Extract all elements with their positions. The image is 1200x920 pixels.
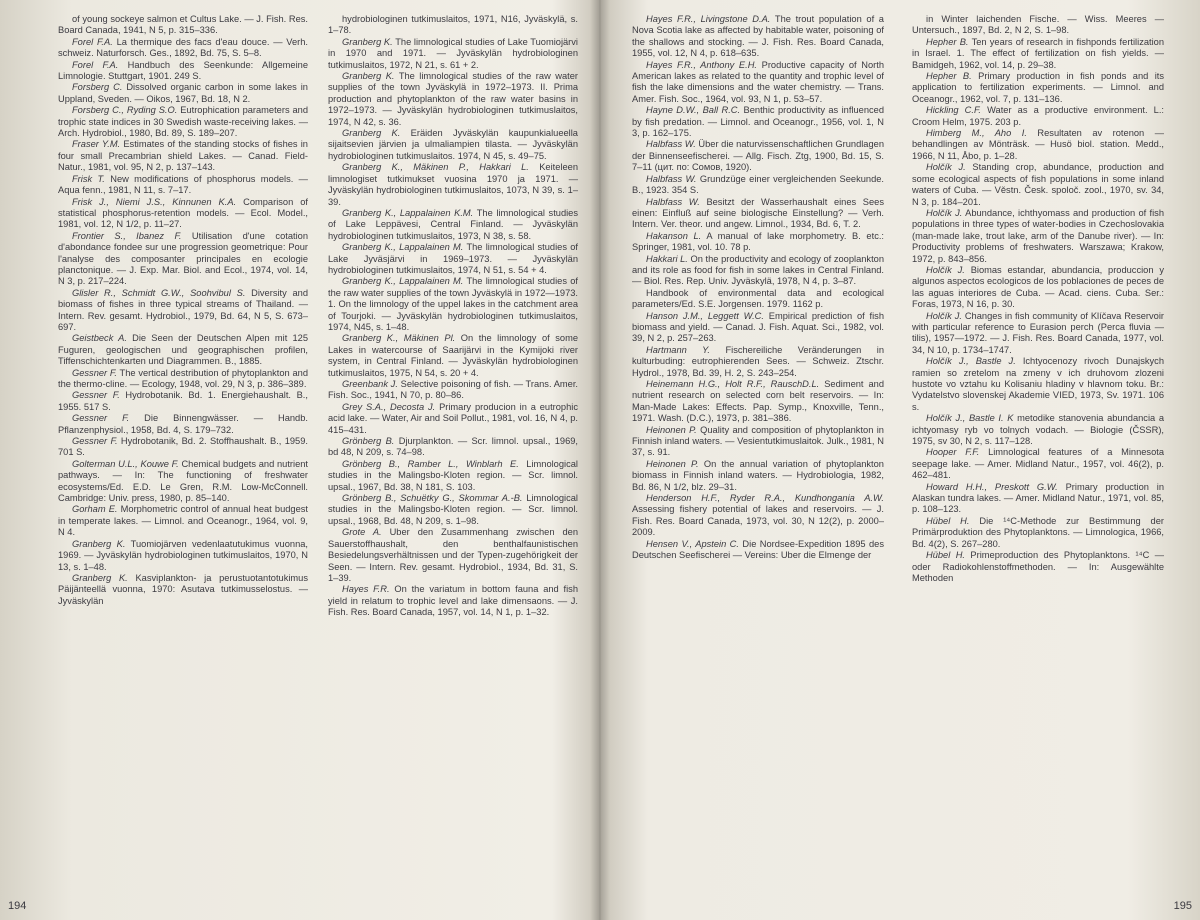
bibliography-entry: [58, 82, 308, 105]
entry-text: Tuomiojärven vedenlaatutukimus vuonna, 1969. — Jyväskylän hydrobiologinen tutkimuslaitos, 1970, N 13, s. 1–48.: [58, 538, 308, 572]
bibliography-entry: [58, 413, 308, 436]
entry-text: Besitzt der Wasserhaushalt eines Sees einen: Einfluß auf seine biologische Einstellung? — Verh. Intern. Ver. theor. und angew. Limnol., 1934, Bd. 6, T. 2.: [632, 196, 884, 230]
entry-text: Limnological studies in the Malingsbo-Kloten region. — Scr. limnol. upsal., 1968, Bd. 48, N 209, s. 1–98.: [328, 493, 578, 526]
entry-text: metodike stanovenia abundancia a ichtyomasy ryb vo tolnych vodach. — Biologie (ČSSR), 1975, sv 30, N 2, s. 117–128.: [912, 413, 1164, 447]
entry-text: Eräiden Jyväskylän kaupunkialueella sijaitsevien järvien ja ulmaliampien tilasta. — Jyväskylän hydrobiologinen tutkimuslaitos. 1974, N 45, s. 49–75.: [328, 128, 578, 161]
entry-text: La thermique des facs d'eau douce. — Verh. schweiz. Naturforsch. Ges., 1892, Bd. 75, S. 5–8.: [58, 36, 308, 59]
entry-author: Forsberg C., Ryding S.O.: [72, 105, 178, 116]
entry-author: Granberg K.: [342, 71, 395, 82]
left-page-column-1: [58, 14, 308, 894]
left-page-column-2: [328, 14, 578, 894]
left-page: [0, 0, 598, 920]
entry-text: Djurplankton. — Scr. limnol. upsal., 1969, bd 48, N 209, s. 74–98.: [328, 436, 578, 458]
entry-text: Hydrobotanik, Bd. 2. Stoffhaushalt. B., 1959. 701 S.: [58, 436, 308, 458]
bibliography-entry: [58, 573, 308, 607]
bibliography-entry: [58, 174, 308, 197]
entry-author: Granberg K., Mäkinen P., Hakkari L.: [342, 162, 529, 173]
bibliography-entry: [632, 174, 884, 197]
bibliography-entry: [632, 288, 884, 311]
bibliography-entry: [328, 527, 578, 584]
entry-text: Über die naturvissenschaftlichen Grundlagen der Binnenseefischerei. — Allg. Fisch. Ztg, 1900, Bd. 15, S. 7–11 (цит. по: Сомов, 1920).: [632, 139, 884, 173]
book-gutter-shadow: [590, 0, 610, 920]
bibliography-entry: [328, 402, 578, 436]
entry-author: Grote A.: [342, 527, 382, 538]
bibliography-entry: [632, 311, 884, 345]
entry-author: Forel F.A.: [72, 59, 119, 70]
entry-author: Hanson J.M., Leggett W.C.: [646, 310, 764, 321]
entry-text: Eutrophication parameters and trophic state indices in 30 Swedish waste-receiving lakes. — Arch. Hydrobiol., 1980, Bd. 89, S. 189–207.: [58, 105, 308, 139]
entry-text: Quality and composition of phytoplankton in Finnish inland waters. — Vesientutkimuslaitok. Julk., 1981, N 37, s. 91.: [632, 424, 884, 458]
entry-author: Hooper F.F.: [926, 447, 980, 458]
entry-author: Frisk J., Niemi J.S., Kinnunen K.A.: [72, 196, 237, 207]
entry-author: Forsberg C.: [72, 82, 123, 93]
entry-author: Halbfass W.: [646, 173, 697, 184]
entry-author: Holčík J.: [926, 207, 963, 218]
entry-author: Hayes F.R., Livingstone D.A.: [646, 14, 771, 24]
entry-author: Granberg K.: [342, 128, 401, 139]
entry-text: Changes in fish community of Klíčava Reservoir with particular reference to Eurasion perch (Perca fluvia — tilis), 1957—1972. — J. Fish. Res. Board Canada, 1977, vol. 34, N 10, p. 1734–1747.: [912, 310, 1164, 355]
entry-text: On the limnology of some Lakes in watercourse of Saarijärvi in the Kymijoki river system, in Central Finland. — Jyväskylän hydrobiologinen tutkimuslaitos, 1975, N 54, s. 20 + 4.: [328, 333, 578, 378]
entry-author: Granberg K.: [342, 36, 393, 47]
entry-text: The limnological studies of the raw water supplies of the town Jyväskylä in 1972–1973. II. Prima production and phytoplankton of the raw water basins in 1972–1973. — Jyväskylän hydrobiologinen tutkimuslaitos, 1974, N 42, s. 36.: [328, 71, 578, 127]
entry-text: Diversity and biomass of fishes in three typical streams of Thailand. — Intern. Rev. gesamt. Hydrobiol., 1979, Bd. 64, N 5, S. 673–697.: [58, 287, 308, 332]
bibliography-entry: [58, 197, 308, 231]
entry-text: The trout population of a Nova Scotia lake as affected by habitable water, poisoning of the shallows and stocking. — J. Fish. Res. Board Canada, 1955, vol. 12, N 4, p. 618–635.: [632, 14, 884, 59]
entry-text: Uber den Zusammenhang zwischen den Sauerstoffhaushalt, den benthalfaunistischen Besiedelungsverhältnissen und der Typen-zugehörigkeit der Seen. — Intern. Rev. gesamt. Hydrobiol., 1934, Bd. 31, S. 1–39.: [328, 527, 578, 583]
bibliography-entry: [912, 37, 1164, 71]
bibliography-entry: [632, 197, 884, 231]
left-page-number: 194: [8, 900, 27, 912]
entry-author: Hayes F.R.: [342, 584, 390, 595]
bibliography-entry: [328, 162, 578, 208]
entry-author: Granberg K.: [72, 538, 126, 549]
bibliography-entry: [58, 459, 308, 505]
bibliography-entry: [632, 231, 884, 254]
bibliography-entry: [328, 459, 578, 493]
entry-author: Grönberg B., Schuëtky G., Skommar A.-B.: [342, 493, 523, 504]
entry-author: Granberg K., Lappalainen M.: [342, 276, 464, 287]
entry-author: Granberg K., Mäkinen Pl.: [342, 333, 456, 344]
bibliography-entry: [328, 436, 578, 459]
entry-author: Holčík J., Bastle J.: [926, 356, 1016, 367]
entry-author: Frontier S., Ibanez F.: [72, 230, 182, 241]
bibliography-entry: [632, 539, 884, 562]
bibliography-entry: [912, 482, 1164, 516]
entry-author: Hepher B.: [926, 36, 969, 47]
left-page-columns: [58, 14, 578, 894]
bibliography-entry: [632, 459, 884, 493]
entry-text: Utilisation d'une cotation d'abondance fondee sur une progression geometrique: Pour l'analyse des composanter principales en ecologie planctonique. — J. Exp. Mar. Biol. and Ecol., 1974, vol. 14, N 3, p. 217–224.: [58, 230, 308, 287]
entry-author: Geistbeck A.: [72, 333, 127, 344]
entry-author: Gessner F.: [72, 390, 120, 401]
bibliography-entry: [328, 128, 578, 162]
entry-author: Hakanson L.: [646, 230, 702, 241]
entry-author: Henderson H.F., Ryder R.A., Kundhongania A.W.: [646, 493, 884, 504]
bibliography-entry: [328, 14, 578, 37]
entry-text: Estimates of the standing stocks of fishes in four small Precambrian shield Lakes. — Canad. Field-Natur., 1981, vol. 95, N 2, p. 137–143.: [58, 139, 308, 173]
entry-author: Heinonen P.: [646, 424, 697, 435]
entry-author: Hickling C.F.: [926, 105, 982, 116]
bibliography-entry: [58, 504, 308, 538]
entry-author: Granberg K., Lappalainen K.M.: [342, 207, 474, 218]
bibliography-entry: [912, 356, 1164, 413]
right-page-column-1: [632, 14, 884, 894]
entry-text: Assessing fishery potential of lakes and reservoirs. — J. Fish. Res. Board Canada, 1973, vol. 30, N 12(2), p. 2000–2009.: [632, 504, 884, 538]
bibliography-entry: [912, 208, 1164, 265]
entry-text: The limnological studies of Lake Jyväsjärvi in 1969–1973. — Jyväskylän hydrobiologinen tutkimuslaitos, 1974, N 51, s. 54 + 4.: [328, 242, 578, 275]
right-page-columns: [632, 14, 1164, 894]
entry-author: Golterman U.L., Kouwe F.: [72, 458, 179, 469]
entry-text: Primary producion in a eutrophic acid lake. — Water, Air and Soil Pollut., 1981, vol. 16, N 4, p. 415–431.: [328, 401, 578, 435]
bibliography-entry: [58, 231, 308, 288]
entry-author: Himberg M., Aho I.: [926, 128, 1027, 139]
entry-text: On the variatum in bottom fauna and fish yield in relatum to trophic level and lake dimensaons. — J. Fish. Res. Board Canada, 1957, vol. 14, N 1, p. 1–32.: [328, 584, 578, 618]
entry-author: Hartmann Y.: [646, 344, 711, 355]
entry-text: A manual of lake morphometry. B. etc.: Springer, 1981, vol. 10. 78 p.: [632, 230, 884, 253]
bibliography-entry: [632, 379, 884, 425]
entry-text: Limnological features of a Minnesota seepage lake. — Amer. Midland Natur., 1957, vol. 46(2), p. 462–481.: [912, 447, 1164, 481]
bibliography-entry: [328, 379, 578, 402]
entry-author: Fraser Y.M.: [72, 139, 121, 150]
bibliography-entry: [328, 71, 578, 128]
entry-text: Die ¹⁴C-Methode zur Bestimmung der Primärproduktion des Phytoplanktons. — Limnologica, 1966, Bd. 4(2), S. 267–280.: [912, 515, 1164, 549]
entry-text: Grundzüge einer vergleichenden Seekunde. B., 1923. 354 S.: [632, 173, 884, 196]
entry-text: Handbuch des Seenkunde: Allgemeine Limnologie. Stuttgart, 1901. 249 S.: [58, 59, 308, 82]
entry-text: Ichtyocenozy rivoch Dunajskych ramien so zretelom na zmeny v ich druhovom zlozeni hustote vo vztahu ku Kolisaniu hladiny v hlavnom toku. Br.: Vydatelstvo slovenskej Akademie VIED, 1973, Sv. 1971. 106 s.: [912, 356, 1164, 412]
entry-author: Holčík J.: [926, 264, 965, 275]
entry-text: On the productivity and ecology of zooplankton and its role as food for fish in some lakes in Central Finland. — Biol. Res. Rep. Univ. Jyväskylä, 1978, N 4, p. 3–87.: [632, 253, 884, 287]
bibliography-entry: [58, 390, 308, 413]
entry-text: Standing crop, abundance, production and some ecological aspects of fish populations in some inland waters of Cuba. — Věstn. Česk. spoloč. zool., 1970, sv. 34, N 3, p. 184–201.: [912, 162, 1164, 207]
entry-author: Gessner F.: [72, 436, 118, 447]
entry-author: Holčík J.: [926, 310, 962, 321]
entry-author: Hübel H.: [926, 515, 970, 526]
entry-text: Abundance, ichthyomass and production of fish populations in three types of water-bodies in Czechoslovakia (man-made lake, trout lake, arm of the Danube river). — In: Productivity problems of freshwaters. Warszawa; Krakow, 1972, p. 843–856.: [912, 207, 1164, 264]
bibliography-entry: [328, 276, 578, 333]
bibliography-entry: [58, 288, 308, 334]
entry-author: Hakkari L.: [646, 253, 688, 264]
bibliography-entry: [912, 447, 1164, 481]
entry-text: Selective poisoning of fish. — Trans. Amer. Fish. Soc., 1941, N 70, p. 80–86.: [328, 379, 578, 401]
entry-text: The limnological studies of Lake Tuomiojärvi in 1970 and 1971. — Jyväskylän hydrobiologinen tutkimuslaitos, 1972, N 21, s. 61 + 2.: [328, 36, 578, 70]
bibliography-entry: [912, 162, 1164, 208]
right-page-column-2: [912, 14, 1164, 894]
bibliography-entry: [912, 550, 1164, 584]
right-page: [602, 0, 1200, 920]
entry-author: Holčík J.: [926, 162, 966, 173]
bibliography-entry: [912, 128, 1164, 162]
bibliography-entry: [58, 333, 308, 367]
entry-author: Frisk T.: [72, 173, 105, 184]
entry-text: Comparison of statistical phosphorus-retention models. — Ecol. Model., 1981, vol. 12, N 1/2, p. 11–27.: [58, 196, 308, 230]
bibliography-entry: [58, 105, 308, 139]
bibliography-entry: [58, 14, 308, 37]
bibliography-entry: [912, 105, 1164, 128]
entry-text: of young sockeye salmon et Cultus Lake. — J. Fish. Res. Board Canada, 1941, N 5, p. 315–336.: [58, 14, 308, 36]
entry-author: Greenbank J.: [342, 379, 398, 389]
entry-text: Primary production in fish ponds and its application to fertilization experiments. — Limnol. and Oceanogr., 1962, vol. 7, p. 131–136.: [912, 71, 1164, 104]
entry-author: Gessner F.: [72, 367, 117, 378]
entry-text: New modifications of phosphorus models. — Aqua fenn., 1981, N 11, s. 7–17.: [58, 173, 308, 196]
bibliography-entry: [58, 368, 308, 391]
entry-text: Dissolved organic carbon in some lakes in Uppland, Sveden. — Oikos, 1967, Bd. 18, N 2.: [58, 82, 308, 104]
entry-text: The limnological studies of the raw water supplies of the town Jyväskylä in 1972—1973. 1. On the limnology of the uppel lakes in the catchment area of Tourjoki. — Jyväskylän hydrobiologinen tutkimuslaitos, 1974, N45, s. 1–48.: [328, 276, 578, 332]
entry-author: Grey S.A., Decosta J.: [342, 401, 436, 412]
bibliography-entry: [912, 413, 1164, 447]
bibliography-entry: [912, 14, 1164, 37]
entry-text: Water as a productive environment. L.: Croom Helm, 1975. 203 p.: [912, 105, 1164, 127]
bibliography-entry: [58, 436, 308, 459]
right-page-number: 195: [1173, 900, 1192, 912]
entry-author: Holčík J., Bastle I. K: [926, 413, 1014, 424]
entry-text: Sediment and nutrient research on selected corn belt reservoirs. — In: Man-Made Lakes: Effects. Pap. Symp., Knoxville, Tenn., 1971. Wash. (D.C.), 1973, p. 381–386.: [632, 379, 884, 424]
entry-author: Heinonen P.: [646, 458, 699, 469]
bibliography-entry: [912, 71, 1164, 105]
bibliography-entry: [632, 105, 884, 139]
entry-text: Ten years of research in fishponds fertilization in Israel. 1. The effect of fertilization on fish yields. — Bamidgeh, 1962, vol. 14, p. 29–38.: [912, 36, 1164, 70]
bibliography-entry: [58, 539, 308, 573]
entry-author: Howard H.H., Preskott G.W.: [926, 481, 1058, 492]
bibliography-entry: [58, 139, 308, 173]
entry-text: Primeproduction des Phytoplanktons. ¹⁴C — oder Radiokohlenstoffmethoden. — In: Ausgewählte Methoden: [912, 550, 1164, 583]
bibliography-entry: [632, 425, 884, 459]
bibliography-entry: [632, 345, 884, 379]
entry-text: in Winter laichenden Fische. — Wiss. Meeres — Untersuch., 1897, Bd. 2, N 2, S. 1–98.: [912, 14, 1164, 36]
entry-text: Benthic productivity as influenced by fish predation. — Limnol. and Oceanogr., 1956, vol. 1, N 3, p. 162–175.: [632, 105, 884, 139]
bibliography-entry: [328, 242, 578, 276]
entry-author: Hensen V., Apstein C.: [646, 538, 739, 549]
entry-author: Granberg K., Lappalainen M.: [342, 242, 464, 253]
entry-author: Gorham E.: [72, 504, 118, 515]
entry-author: Heinemann H.G., Holt R.F., RauschD.L.: [646, 379, 820, 389]
entry-text: Productive capacity of North American lakes as related to the quantity and trophic level of fish the lake dimensions and the water chemistry. — Trans. Amer. Fish. Soc., 1964, vol. 93, N 1, p. 53–57.: [632, 59, 884, 104]
entry-author: Gessner F.: [72, 413, 130, 424]
entry-text: Die Nordsee-Expedition 1895 des Deutschen Seefischerei — Vereins: Uber die Elmenge der: [632, 538, 884, 561]
entry-text: Morphometric control of annual heat budgest in temperate lakes. — Limnol. and Oceanogr., 1964, vol. 9, N 4.: [58, 504, 308, 538]
entry-text: Biomas estandar, abundancia, produccion y algunos aspectos ecologicos de los poblaciones de peces de las aguas interiores de Cuba. — Acad. ciens. Cuba. Ser.: Foras, 1973, N 16, p. 30.: [912, 264, 1164, 310]
bibliography-entry: [632, 139, 884, 173]
entry-text: Resultaten av rotenon — behandlingen av Mönträsk. — Husö biol. station. Medd., 1966, N 11, Åbo, p. 1–28.: [912, 128, 1164, 161]
bibliography-entry: [912, 311, 1164, 357]
entry-author: Hayne D.W., Ball R.C.: [646, 105, 741, 116]
bibliography-entry: [328, 208, 578, 242]
entry-text: Die Seen der Deutschen Alpen mit 125 Fuguren, geologischen und geographischen profilen, Tiffenschichtenkarten und Diagrammen. B., 1885.: [58, 333, 308, 367]
entry-author: Hübel H.: [926, 550, 965, 561]
bibliography-entry: [328, 493, 578, 527]
entry-text: Handbook of environmental data and ecological parameters/Ed. S.E. Jorgensen. 1979. 1162 p.: [632, 287, 884, 310]
entry-text: Primary production in Alaskan tundra lakes. — Amer. Midland Natur., 1971, vol. 85, p. 108–123.: [912, 481, 1164, 515]
entry-author: Hepher B.: [926, 71, 972, 82]
entry-text: Die Binnengwässer. — Handb. Pflanzenphysiol., 1958, Bd. 4, S. 179–732.: [58, 413, 308, 435]
entry-author: Granberg K.: [72, 572, 128, 583]
bibliography-entry: [328, 37, 578, 71]
bibliography-entry: [632, 14, 884, 60]
entry-text: Limnological studies in the Malingsbo-Kloten region. — Scr. limnol. upsal., 1967, Bd. 38, N 181, S. 103.: [328, 458, 578, 492]
entry-text: The vertical destribution of phytoplankton and the thermo-cline. — Ecology, 1948, vol. 29, N 3, p. 386–389.: [58, 367, 308, 389]
entry-text: hydrobiologinen tutkimuslaitos, 1971, N16, Jyväskylä, s. 1–78.: [328, 14, 578, 36]
bibliography-entry: [632, 493, 884, 539]
bibliography-entry: [58, 37, 308, 60]
entry-author: Halbfass W.: [646, 139, 696, 150]
entry-text: The limnological studies of Lake Leppävesi, Central Finland. — Jyväskylän hydrobiologinen tutkimuslaitos, 1973, N 38, s. 58.: [328, 207, 578, 241]
entry-text: Kasviplankton- ja perustuotantotukimus Päijänteellä vuonna, 1970: Asutava tutkimusselostus. — Jyväskylän: [58, 572, 308, 606]
entry-author: Halbfass W.: [646, 196, 700, 207]
bibliography-entry: [328, 333, 578, 379]
entry-author: Grönberg B., Ramber L., Winblarh E.: [342, 458, 519, 469]
entry-text: Fischereiliche Veränderungen in kulturbuding: eutrophierenden Sees. — Schweiz. Ztschr. Hydrol., 1978, Bd. 39, H. 2, S. 243–254.: [632, 344, 884, 378]
entry-author: Forel F.A.: [72, 36, 113, 47]
bibliography-entry: [328, 584, 578, 618]
bibliography-entry: [58, 60, 308, 83]
entry-text: On the annual variation of phytoplankton biomass in Finnish inland waters. — Hydrobiologia, 1982, Bd. 86, N 1/2, blz. 29–31.: [632, 458, 884, 492]
entry-text: Hydrobotanik. Bd. 1. Energiehaushalt. B., 1955. 517 S.: [58, 390, 308, 412]
bibliography-entry: [912, 265, 1164, 311]
entry-text: Keiteleen limnologiset tutkimukset vuosina 1970 ja 1971. — Jyväskylän hydrobiologinen tutkimuslaitos, 1073, N 39, s. 1–39.: [328, 162, 578, 207]
entry-text: Empirical prediction of fish biomass and yield. — Canad. J. Fish. Aquat. Sci., 1982, vol. 39, N 2, p. 257–263.: [632, 310, 884, 344]
bibliography-entry: [632, 254, 884, 288]
entry-author: Grönberg B.: [342, 436, 395, 447]
entry-text: Chemical budgets and nutrient pathways. — In: The functioning of freshwater ecosystems/Ed. E.D. Le Gren, R.M. Low-McConnell. Cambridge: Univ. press, 1980, p. 85–140.: [58, 458, 308, 504]
bibliography-entry: [632, 60, 884, 106]
bibliography-entry: [912, 516, 1164, 550]
entry-author: Hayes F.R., Anthony E.H.: [646, 59, 757, 70]
entry-author: Glisler R., Schmidt G.W., Soohvibul S.: [72, 287, 246, 298]
